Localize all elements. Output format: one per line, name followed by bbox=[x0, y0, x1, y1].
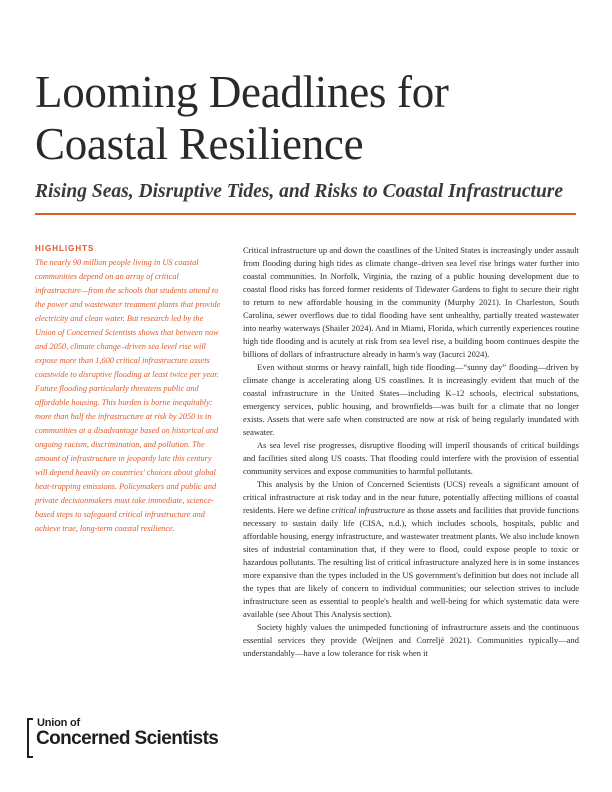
body-text bbox=[243, 244, 579, 660]
page-subtitle: Rising Seas, Disruptive Tides, and Risks to Coastal Infrastructure bbox=[35, 181, 564, 202]
body-paragraph-2: Even without storms or heavy rainfall, high tide flooding—“sunny day” flooding—driven by climate change is accelerating along US coastlines. It is increasingly evident that much of the coastal infrastructure in the United States—including K–12 schools, electrical substations, emergency services, public housing, and brownfields—was built for a climate that no longer exists. Assets that were safe when constructed are now at risk of being regularly inundated with seawater. bbox=[243, 362, 579, 437]
body-paragraph-4-start: This analysis by the Union of Concerned Scientists (UCS) reveals a significant amount of critical infrastructure at risk today and in the near future, potentially affecting millions of coastal residents. Here we define bbox=[243, 479, 579, 515]
page-title-line2: Coastal Resilience bbox=[35, 119, 364, 169]
body-paragraph-5: Society highly values the unimpeded functioning of infrastructure assets and the continuous essential services they provide (Weijnen and Correljé 2021). Communities typically—and understandably—have a low tolerance for risk when it bbox=[243, 622, 579, 658]
page-title bbox=[35, 66, 595, 170]
logo-line2: Concerned Scientists bbox=[36, 728, 219, 749]
ucs-logo bbox=[27, 716, 227, 764]
title-divider bbox=[35, 213, 576, 215]
term-critical-infrastructure: critical infrastructure bbox=[331, 505, 406, 515]
body-paragraph-4-end: as those assets and facilities that provide functions necessary to sustain daily life (CISA, n.d.), which includes schools, hospitals, public and affordable housing, energy infrastructure, and wastewater treatment plants. We also include known sites of industrial contamination that, if they were to flood, could expose people to toxic or hazardous pollutants. The resulting list of critical infrastructure analyzed here is in some instances more expansive than the types included in the US government's definition but does not include all the types that are likely of concern to individual communities; our selection strives to include infrastructure seen as essential to people's health and well-being for which systematic data were available (see About This Analysis section). bbox=[243, 505, 579, 619]
highlights-text: The nearly 90 million people living in US coastal communities depend on an array of critical infrastructure—from the schools that students attend to the power and wastewater treatment plants that provide electricity and clean water. But research led by the Union of Concerned Scientists shows that between now and 2050, climate change–driven sea level rise will expose more than 1,600 critical infrastructure assets coastwide to disruptive flooding at least twice per year. Future flooding particularly threatens public and affordable housing. This burden is borne inequitably: more than half the infrastructure at risk by 2050 is in communities at a disadvantage based on historical and ongoing racism, discrimination, and pollution. The amount of infrastructure in jeopardy late this century will depend heavily on countries' choices about global heat-trapping emissions. Policymakers and public and private decisionmakers must take immediate, science-based steps to safeguard critical infrastructure and achieve true, long-term coastal resilience. bbox=[35, 258, 221, 533]
page-title-line1: Looming Deadlines for bbox=[35, 67, 449, 117]
body-paragraph-3: As sea level rise progresses, disruptive flooding will imperil thousands of critical buildings and facilities sited along US coasts. That flooding could interfere with the provision of essential community services and expose communities to harmful pollutants. bbox=[243, 440, 579, 476]
logo-line1: Union of bbox=[37, 717, 80, 729]
body-paragraph-1: Critical infrastructure up and down the coastlines of the United States is increasingly under assault from flooding during high tides as climate change–driven sea level rise brings water further into coastal communities. In Norfolk, Virginia, the razing of a public housing development due to coastal flood risks has forced former residents of Tidewater Gardens to fight to secure their right to return to new affordable housing in the community (Murphy 2021). In Charleston, South Carolina, sewer overflows due to tidal flooding have sent unhealthy, partially treated wastewater into nearby waterways (Shailer 2024). And in Miami, Florida, which currently experiences routine high tide flooding and is acutely at risk from sea level rise, a building boom continues despite the billions of dollars of infrastructure already in harm's way (Iacurci 2024). bbox=[243, 245, 579, 359]
highlights-heading: HIGHLIGHTS bbox=[35, 244, 95, 253]
body-paragraph-4 bbox=[243, 478, 579, 621]
logo-bracket-icon bbox=[27, 718, 33, 758]
